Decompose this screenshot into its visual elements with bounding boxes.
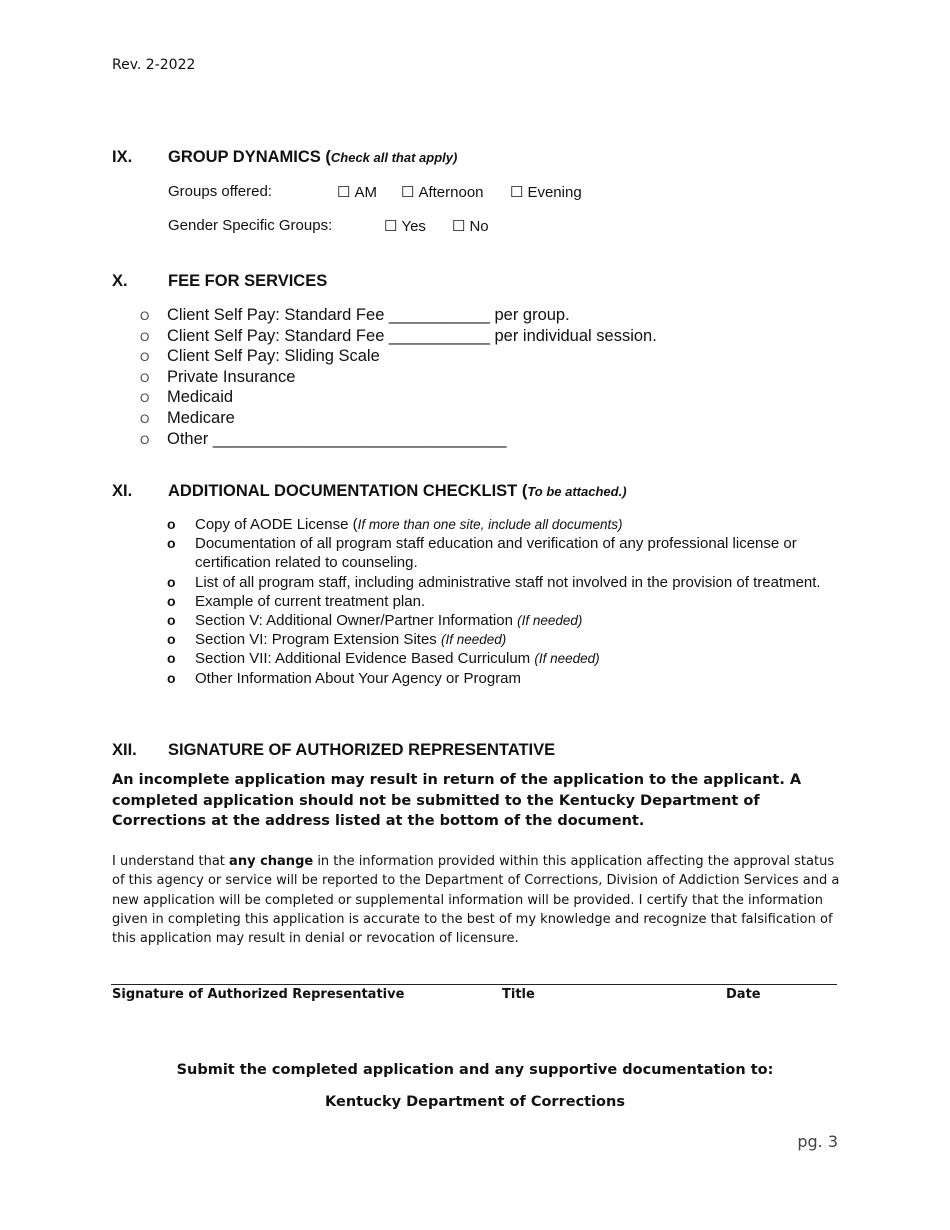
groups-offered-label: Groups offered: — [168, 183, 272, 200]
checkbox-icon[interactable]: ☐ — [452, 218, 466, 235]
radio-circle-icon[interactable]: O — [140, 391, 150, 406]
checklist-item — [167, 649, 827, 668]
fee-option-private-insurance[interactable] — [140, 368, 657, 389]
section-xi-note-paren: ( — [521, 482, 528, 500]
fee-options-list — [140, 306, 657, 450]
option-label: Evening — [527, 184, 582, 201]
fee-option-label: Other ________________________________ — [167, 429, 507, 448]
checklist-item — [167, 669, 827, 688]
checklist-text: Section VII: Additional Evidence Based Curriculum — [195, 650, 535, 668]
signature-label: Signature of Authorized Representative — [112, 987, 405, 1002]
fee-option-group-fee[interactable] — [140, 306, 657, 327]
groups-offered-evening-option[interactable] — [510, 183, 582, 201]
checklist-text: Documentation of all program staff education and verification of any professional license or certification related to counseling. — [195, 535, 797, 572]
checklist-text: Example of current treatment plan. — [195, 592, 426, 610]
radio-circle-icon[interactable]: O — [140, 309, 150, 323]
gender-specific-label: Gender Specific Groups: — [168, 217, 333, 234]
checklist-text: Other Information About Your Agency or Program — [195, 669, 522, 687]
revision-label: Rev. 2-2022 — [112, 57, 196, 73]
section-xii-number: XII. — [112, 741, 137, 759]
bullet-icon: o — [167, 612, 176, 629]
fee-option-label: Medicare — [167, 408, 235, 427]
checkbox-icon[interactable]: ☐ — [510, 184, 524, 201]
section-xi-number: XI. — [112, 482, 133, 500]
documentation-checklist — [167, 515, 827, 688]
fee-option-label: Medicaid — [167, 388, 234, 407]
section-xii-title: SIGNATURE OF AUTHORIZED REPRESENTATIVE — [168, 741, 556, 759]
fee-option-medicaid[interactable] — [140, 388, 657, 409]
section-xi-title-text: ADDITIONAL DOCUMENTATION CHECKLIST — [168, 482, 518, 500]
agency-name: Kentucky Department of Corrections — [325, 1094, 625, 1110]
checklist-note: If more than one site, include all documents) — [357, 517, 623, 532]
signature-line[interactable] — [111, 984, 837, 985]
title-label: Title — [502, 987, 535, 1002]
checklist-item-text — [195, 515, 622, 534]
bullet-icon: o — [167, 631, 176, 648]
checklist-item-text — [195, 573, 821, 592]
groups-offered-afternoon-option[interactable] — [401, 183, 484, 201]
fee-option-label: Client Self Pay: Sliding Scale — [167, 347, 380, 366]
fee-option-label: Client Self Pay: Standard Fee ___________ per individual session. — [167, 326, 657, 345]
option-label: Afternoon — [418, 184, 484, 201]
section-ix-note-paren: ( — [325, 148, 331, 166]
fee-option-individual-fee[interactable] — [140, 327, 657, 348]
checklist-text: Section VI: Program Extension Sites — [195, 631, 441, 649]
fee-option-label: Private Insurance — [167, 367, 296, 386]
submit-instructions: Submit the completed application and any supportive documentation to: — [176, 1062, 774, 1078]
cert-text-1: I understand that — [112, 854, 230, 869]
checkbox-icon[interactable]: ☐ — [337, 184, 351, 201]
bullet-icon: o — [167, 516, 176, 532]
radio-circle-icon[interactable]: O — [140, 370, 150, 385]
checklist-item-text — [195, 669, 521, 688]
bullet-icon: o — [167, 535, 176, 552]
bullet-icon: o — [167, 650, 176, 667]
checklist-item-text — [195, 649, 600, 668]
radio-circle-icon[interactable]: O — [140, 329, 150, 344]
section-x-title: FEE FOR SERVICES — [168, 272, 328, 290]
option-label: Yes — [401, 218, 426, 235]
section-ix-title — [168, 148, 457, 167]
checkbox-icon[interactable]: ☐ — [401, 184, 415, 201]
bullet-icon: o — [167, 669, 176, 686]
cert-emphasis: any change — [229, 854, 314, 869]
section-xi-title — [168, 482, 627, 501]
certification-statement — [112, 852, 840, 948]
checklist-item — [167, 630, 827, 649]
bullet-icon: o — [167, 573, 176, 590]
bullet-icon: o — [167, 592, 176, 609]
section-ix-title-text: GROUP DYNAMICS — [168, 148, 321, 166]
checklist-item-text — [195, 592, 425, 611]
page-number: pg. 3 — [797, 1132, 838, 1151]
checklist-item — [167, 573, 827, 592]
checklist-item-text — [195, 630, 506, 649]
checklist-text: List of all program staff, including administrative staff not involved in the provision of treatment. — [195, 573, 821, 591]
checklist-note: (If needed) — [534, 651, 600, 667]
checklist-text: Copy of AODE License ( — [195, 516, 358, 533]
radio-circle-icon[interactable]: O — [140, 432, 150, 447]
date-label: Date — [726, 987, 761, 1002]
fee-option-sliding-scale[interactable] — [140, 347, 657, 368]
incomplete-application-warning: An incomplete application may result in return of the application to the applicant. A completed application should not be submitted to the Kentucky Department of Corrections at the address listed at the bottom of the document. — [112, 772, 802, 829]
checklist-item-text — [195, 534, 827, 572]
checklist-note: (If needed) — [517, 613, 583, 629]
checklist-text: Section V: Additional Owner/Partner Information — [195, 612, 518, 630]
cert-text-2: in the information provided within this application affecting the approval status of this agency or service will be reported to the Department of Corrections, Division of Addiction Services and a new application will be completed or supplemental information will be provided. I certify that the information given in completing this application is accurate to the best of my knowledge and recognize that falsification of this application may result in denial or revocation of licensure. — [112, 854, 840, 947]
fee-option-label: Client Self Pay: Standard Fee ___________ per group. — [167, 306, 570, 324]
checklist-item — [167, 515, 827, 534]
option-label: No — [469, 218, 489, 235]
checklist-item-text — [195, 611, 582, 630]
checkbox-icon[interactable]: ☐ — [384, 218, 398, 235]
option-label: AM — [354, 184, 377, 201]
checklist-item — [167, 611, 827, 630]
section-xi-note: To be attached.) — [527, 484, 627, 499]
gender-specific-no-option[interactable] — [452, 217, 489, 235]
fee-option-other[interactable] — [140, 430, 657, 451]
radio-circle-icon[interactable]: O — [140, 411, 150, 426]
section-x-number: X. — [112, 272, 128, 290]
section-ix-note: Check all that apply) — [330, 150, 458, 165]
radio-circle-icon[interactable]: O — [140, 350, 150, 365]
fee-option-medicare[interactable] — [140, 409, 657, 430]
groups-offered-am-option[interactable] — [337, 183, 377, 201]
checklist-note: (If needed) — [440, 632, 507, 648]
gender-specific-yes-option[interactable] — [384, 217, 426, 235]
checklist-item — [167, 534, 827, 572]
section-ix-number: IX. — [112, 148, 133, 166]
checklist-item — [167, 592, 827, 611]
